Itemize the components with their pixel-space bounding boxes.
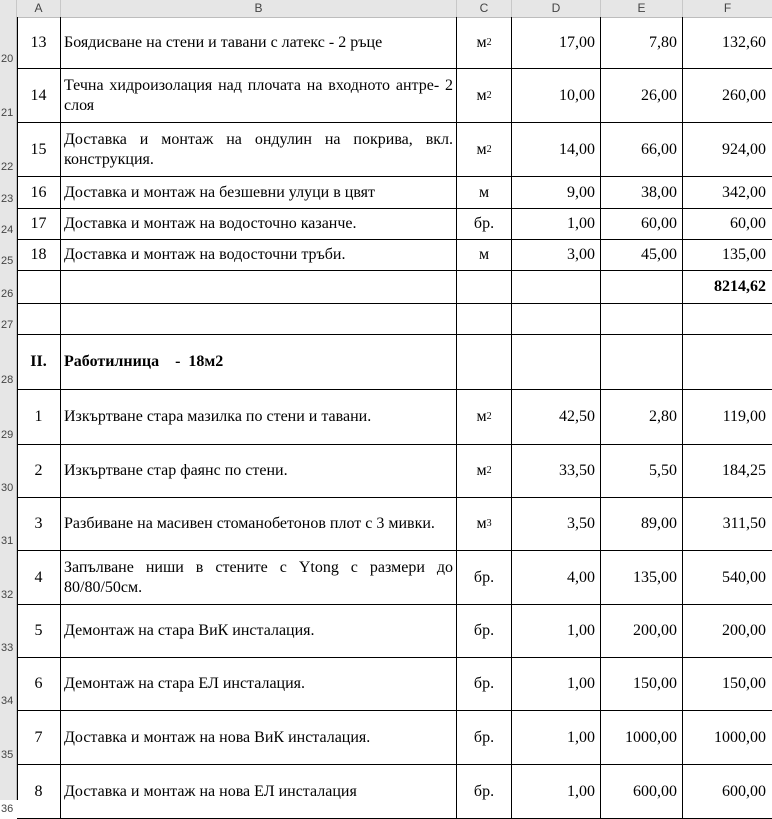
table-row (17, 335, 772, 390)
cell-total[interactable] (683, 335, 772, 389)
cell-item-number[interactable] (17, 711, 61, 764)
cell-unit-price-text: 89,00 (641, 515, 677, 532)
cell-description[interactable] (61, 123, 457, 176)
cell-total-text: 311,50 (722, 515, 766, 532)
cell-description[interactable] (61, 271, 457, 303)
cell-item-number-text: 2 (34, 462, 43, 479)
cell-description[interactable] (61, 17, 457, 68)
cell-item-number-text: 17 (30, 215, 47, 232)
cell-quantity-text: 33,50 (559, 462, 595, 479)
row-header-number[interactable]: 36 (1, 803, 14, 815)
cell-description-text: Доставка и монтаж на безшевни улуци в цвят (64, 183, 376, 201)
cell-total-text: 8214,62 (714, 278, 766, 295)
cell-unit-text: м (478, 246, 490, 263)
row-header-number[interactable]: 28 (1, 374, 14, 386)
cell-total[interactable] (683, 498, 772, 550)
cell-total-text: 342,00 (722, 183, 766, 201)
cell-item-number[interactable] (17, 177, 61, 208)
cell-total[interactable] (683, 304, 772, 334)
cell-item-number[interactable] (17, 123, 61, 176)
grid-left-border (17, 17, 18, 800)
cell-unit-price-text: 2,80 (649, 408, 677, 425)
cell-unit-price[interactable] (601, 390, 683, 444)
cell-total[interactable] (683, 551, 772, 604)
cell-unit[interactable] (457, 177, 512, 208)
cell-description-text: Работилница - 18м2 (64, 353, 224, 370)
cell-quantity-text: 1,00 (567, 622, 595, 639)
cell-quantity[interactable] (512, 605, 601, 657)
cell-total[interactable] (683, 17, 772, 68)
table-row (17, 445, 772, 498)
cell-quantity[interactable] (512, 551, 601, 604)
cell-description-text: Доставка и монтаж на водосточни тръби. (64, 246, 346, 263)
cell-item-number[interactable] (17, 498, 61, 550)
cell-quantity-text: 3,50 (567, 515, 595, 532)
cell-total-text: 540,00 (722, 568, 766, 586)
cell-quantity[interactable] (512, 390, 601, 444)
cell-item-number-text: 16 (30, 183, 47, 201)
cell-total[interactable] (683, 390, 772, 444)
cell-unit-price[interactable] (601, 551, 683, 604)
cell-total-text: 119,00 (722, 408, 766, 425)
cell-item-number-text: 15 (30, 140, 47, 158)
cell-quantity[interactable] (512, 658, 601, 710)
column-header-c[interactable]: C (457, 0, 512, 17)
row-header-number[interactable]: 29 (1, 429, 14, 441)
table-row (17, 658, 772, 711)
cell-unit-price[interactable] (601, 498, 683, 550)
row-header-number[interactable]: 25 (1, 255, 14, 267)
cell-item-number[interactable] (17, 209, 61, 239)
cell-quantity[interactable] (512, 271, 601, 303)
cell-total[interactable] (683, 765, 772, 818)
cell-unit[interactable]: м 2 (457, 69, 512, 122)
cell-unit-price[interactable] (601, 711, 683, 764)
cell-total[interactable] (683, 445, 772, 497)
cell-description-text: Запълване ниши в стените с Ytong с размери до 80/80/50см. (64, 558, 453, 596)
cell-unit-price[interactable] (601, 69, 683, 122)
cell-total[interactable] (683, 271, 772, 303)
row-header-number[interactable]: 30 (1, 482, 14, 494)
cell-unit-text: бр. (473, 782, 495, 800)
table-row (17, 605, 772, 658)
cell-total[interactable] (683, 658, 772, 710)
row-header-number[interactable]: 31 (1, 535, 14, 547)
row-header-number[interactable]: 26 (1, 288, 14, 300)
cell-item-number[interactable] (17, 240, 61, 270)
cell-item-number-text: 8 (34, 782, 43, 800)
cell-item-number[interactable] (17, 271, 61, 303)
cell-unit-price-text: 1000,00 (625, 728, 677, 746)
cell-description[interactable] (61, 445, 457, 497)
cell-unit-text: м (476, 86, 487, 104)
column-header-bar (0, 0, 772, 18)
cell-unit[interactable] (457, 209, 512, 239)
cell-unit-price[interactable] (601, 240, 683, 270)
cell-unit-text: бр. (473, 728, 495, 746)
column-header-d[interactable]: D (512, 0, 601, 17)
row-header-number[interactable]: 35 (1, 749, 14, 761)
row-header-number[interactable]: 24 (1, 224, 14, 236)
cell-unit-price[interactable] (601, 209, 683, 239)
cell-total[interactable] (683, 69, 772, 122)
column-header-e[interactable]: E (601, 0, 683, 17)
cell-item-number-text: 5 (34, 622, 43, 639)
row-header-number[interactable]: 32 (1, 589, 14, 601)
cell-total-text: 60,00 (730, 215, 766, 232)
table-row (17, 498, 772, 551)
cell-unit[interactable] (457, 335, 512, 389)
cell-quantity[interactable] (512, 240, 601, 270)
cell-unit-text: м (476, 140, 487, 158)
cell-total-text: 132,60 (722, 33, 766, 51)
cell-item-number[interactable] (17, 445, 61, 497)
row-header-number[interactable]: 27 (1, 319, 14, 331)
cell-description-text: Доставка и монтаж на нова ВиК инсталация. (64, 728, 371, 746)
cell-description[interactable] (61, 240, 457, 270)
cell-quantity-text: 17,00 (559, 33, 595, 51)
cell-quantity-text: 1,00 (567, 782, 595, 800)
cell-total[interactable] (683, 177, 772, 208)
cell-quantity[interactable] (512, 17, 601, 68)
table-row (17, 304, 772, 335)
table-row (17, 551, 772, 605)
cell-description-text: Течна хидроизолация над плочата на входното антре- 2 слоя (64, 76, 453, 114)
cell-unit-price-text: 60,00 (641, 215, 677, 232)
cell-item-number[interactable] (17, 658, 61, 710)
cell-item-number-text: 4 (34, 568, 43, 586)
cell-item-number-text: II. (30, 353, 47, 370)
cell-item-number[interactable] (17, 304, 61, 334)
cell-unit[interactable]: м 3 (457, 498, 512, 550)
cell-quantity[interactable] (512, 69, 601, 122)
cell-quantity-text: 1,00 (567, 215, 595, 232)
table-row (17, 17, 772, 69)
cell-quantity[interactable] (512, 765, 601, 818)
column-header-a[interactable]: A (17, 0, 61, 17)
row-header-bar (0, 17, 17, 800)
cell-unit-price[interactable] (601, 605, 683, 657)
cell-total-text: 184,25 (722, 462, 766, 479)
cell-unit[interactable] (457, 271, 512, 303)
row-header-number[interactable]: 33 (1, 642, 14, 654)
cell-item-number[interactable] (17, 605, 61, 657)
cell-unit-price-text: 150,00 (633, 675, 677, 692)
cell-unit-price-text: 66,00 (641, 140, 677, 158)
table-row (17, 123, 772, 177)
table-row (17, 177, 772, 209)
cell-description-text: Изкъртване стар фаянс по стени. (64, 462, 288, 479)
row-header-number[interactable]: 34 (1, 695, 14, 707)
cell-unit-price[interactable] (601, 17, 683, 68)
cell-unit[interactable] (457, 711, 512, 764)
cell-item-number[interactable] (17, 551, 61, 604)
table-row (17, 390, 772, 445)
cell-quantity[interactable] (512, 177, 601, 208)
cell-quantity[interactable] (512, 304, 601, 334)
column-header-f[interactable]: F (723, 1, 732, 15)
cell-description-text: Демонтаж на стара ЕЛ инсталация. (64, 675, 306, 692)
cell-description[interactable] (61, 658, 457, 710)
cell-unit-price-text: 200,00 (633, 622, 677, 639)
cell-unit[interactable]: м 2 (457, 445, 512, 497)
cell-unit-text: м (476, 515, 487, 532)
cell-description[interactable] (61, 177, 457, 208)
cell-unit-price-text: 600,00 (633, 782, 677, 800)
cell-total[interactable] (683, 123, 772, 176)
cell-description[interactable] (61, 209, 457, 239)
cell-description-text: Демонтаж на стара ВиК инсталация. (64, 622, 315, 639)
cell-unit[interactable] (457, 765, 512, 818)
cell-total[interactable] (683, 711, 772, 764)
cell-unit-text: м (476, 408, 487, 425)
cell-unit[interactable]: м 2 (457, 390, 512, 444)
cell-item-number[interactable] (17, 69, 61, 122)
row-header-number[interactable]: 20 (1, 53, 14, 65)
cell-description[interactable] (61, 711, 457, 764)
cell-item-number-text: 3 (34, 515, 43, 532)
cell-quantity-text: 9,00 (567, 183, 595, 201)
cell-unit[interactable] (457, 551, 512, 604)
cell-quantity[interactable] (512, 209, 601, 239)
cell-total[interactable] (683, 209, 772, 239)
cell-description-text: Боядисване на стени и тавани с латекс - 2 ръце (64, 33, 383, 51)
cell-unit-price[interactable] (601, 445, 683, 497)
cell-total[interactable] (683, 240, 772, 270)
cell-unit-price[interactable] (601, 304, 683, 334)
table-row (17, 240, 772, 271)
cell-unit-price-text: 7,80 (649, 33, 677, 51)
cell-total-text: 200,00 (722, 622, 766, 639)
cell-unit-price[interactable] (601, 123, 683, 176)
cell-item-number[interactable] (17, 335, 61, 389)
cell-unit-text: бр. (473, 675, 495, 692)
cell-unit-price[interactable] (601, 765, 683, 818)
cell-description-text: Доставка и монтаж на водосточно казанче. (64, 215, 357, 232)
cell-total[interactable] (683, 605, 772, 657)
cell-unit[interactable]: м 2 (457, 123, 512, 176)
cell-unit-text: м (476, 462, 487, 479)
cell-description[interactable] (61, 765, 457, 818)
cell-item-number-text: 18 (30, 246, 47, 263)
cell-item-number-text: 1 (34, 408, 43, 425)
cell-unit-text: бр. (473, 622, 495, 639)
cell-unit-text: м (478, 183, 490, 201)
cell-total-text: 600,00 (722, 782, 766, 800)
cell-total-text: 135,00 (722, 246, 766, 263)
cell-unit-price[interactable] (601, 271, 683, 303)
cell-description-text: Разбиване на масивен стоманобетонов плот с 3 мивки. (64, 515, 435, 532)
cell-unit[interactable] (457, 304, 512, 334)
row-header-number[interactable]: 22 (1, 161, 14, 173)
cell-quantity-text: 4,00 (567, 568, 595, 586)
cell-unit-text: бр. (473, 568, 495, 586)
cell-unit-price-text: 45,00 (641, 246, 677, 263)
cell-quantity-text: 1,00 (567, 728, 595, 746)
cell-total-text: 924,00 (722, 140, 766, 158)
cell-total-text: 150,00 (722, 675, 766, 692)
cell-description[interactable] (61, 335, 457, 389)
table-row (17, 69, 772, 123)
cell-unit-text: бр. (473, 215, 495, 232)
cell-item-number-text: 7 (34, 728, 43, 746)
cell-unit[interactable]: м 2 (457, 17, 512, 68)
cell-description[interactable] (61, 551, 457, 604)
row-header-number[interactable]: 21 (1, 107, 14, 119)
cell-unit-price-text: 5,50 (649, 462, 677, 479)
column-header-b[interactable]: B (61, 0, 457, 17)
cell-unit-price[interactable] (601, 177, 683, 208)
cell-unit-price[interactable] (601, 658, 683, 710)
cell-unit-price-text: 135,00 (633, 568, 677, 586)
table-row (17, 711, 772, 765)
cell-unit[interactable] (457, 605, 512, 657)
cell-quantity[interactable] (512, 123, 601, 176)
cell-quantity-text: 10,00 (559, 86, 595, 104)
cell-description[interactable] (61, 69, 457, 122)
cell-description[interactable] (61, 304, 457, 334)
cell-quantity-text: 42,50 (559, 408, 595, 425)
select-all-corner[interactable] (0, 0, 17, 17)
cell-description-text: Доставка и монтаж на ондулин на покрива, вкл. конструкция. (64, 130, 453, 168)
cell-item-number-text: 13 (30, 33, 47, 51)
cell-item-number[interactable] (17, 765, 61, 818)
cell-quantity[interactable] (512, 445, 601, 497)
cell-item-number[interactable] (17, 17, 61, 68)
cell-quantity[interactable] (512, 498, 601, 550)
cell-unit-price-text: 26,00 (641, 86, 677, 104)
cell-quantity-text: 14,00 (559, 140, 595, 158)
cell-item-number[interactable] (17, 390, 61, 444)
cell-item-number-text: 6 (34, 675, 43, 692)
cell-item-number-text: 14 (30, 86, 47, 104)
cell-description[interactable] (61, 498, 457, 550)
cell-total-text: 1000,00 (714, 728, 766, 746)
cell-quantity-text: 3,00 (567, 246, 595, 263)
cell-description-text: Доставка и монтаж на нова ЕЛ инсталация (64, 782, 357, 800)
cell-unit-price[interactable] (601, 335, 683, 389)
cell-unit-text: м (476, 33, 487, 51)
cell-quantity[interactable] (512, 335, 601, 389)
table-row (17, 271, 772, 304)
cell-quantity-text: 1,00 (567, 675, 595, 692)
cell-unit[interactable] (457, 658, 512, 710)
cell-unit[interactable] (457, 240, 512, 270)
cell-unit-price-text: 38,00 (641, 183, 677, 201)
cell-description-text: Изкъртване стара мазилка по стени и тавани. (64, 408, 372, 425)
cell-description[interactable] (61, 390, 457, 444)
cell-description[interactable] (61, 605, 457, 657)
cell-quantity[interactable] (512, 711, 601, 764)
table-row (17, 765, 772, 819)
row-header-number[interactable]: 23 (1, 193, 14, 205)
cell-total-text: 260,00 (722, 86, 766, 104)
table-row (17, 209, 772, 240)
